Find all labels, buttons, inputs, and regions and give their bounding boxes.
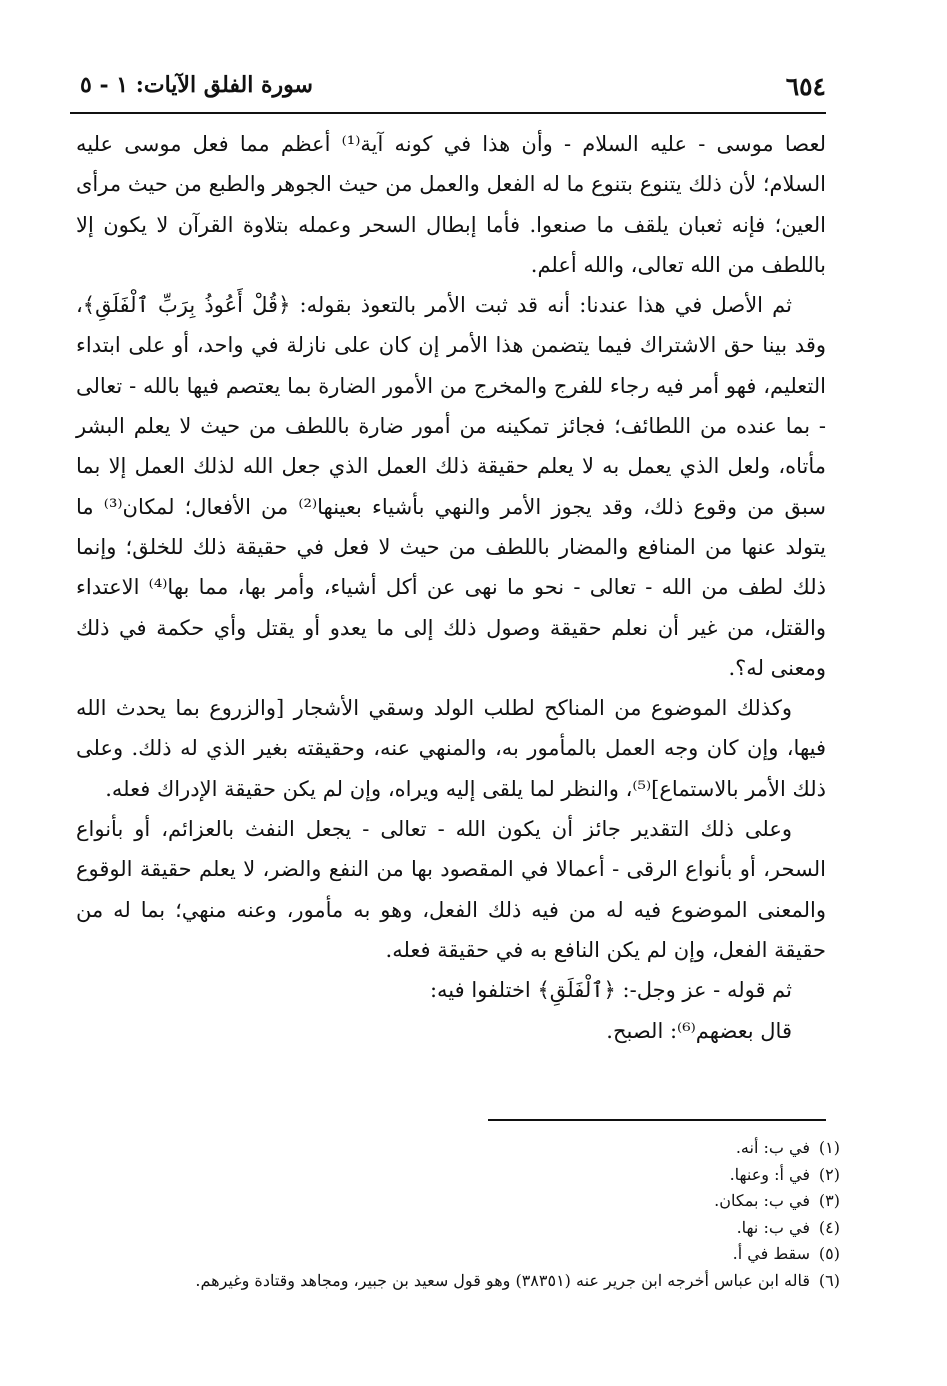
page-number: ٦٥٤ — [785, 72, 826, 101]
header-rule — [70, 112, 826, 114]
footnote — [60, 1162, 840, 1189]
footnote-text: في ب: نها. — [736, 1217, 810, 1237]
footnote — [60, 1215, 840, 1242]
footnote-number: (٥) — [818, 1244, 840, 1264]
footnote-text: في أ: وعنها. — [729, 1164, 810, 1184]
main-text — [76, 124, 826, 1051]
page-header — [70, 70, 826, 106]
footnotes — [60, 1135, 840, 1295]
footnote-number: (٣) — [818, 1191, 840, 1211]
footnote — [60, 1241, 840, 1268]
footnote-number: (٦) — [818, 1270, 840, 1290]
paragraph: وعلى ذلك التقدير جائز أن يكون الله - تعالى - يجعل النفث بالعزائم، أو بأنواع السحر، أو بأنواع الرقى - أعمالا في المقصود بها من النفع والضر، لا يعلم حقيقة الوقوع والمعنى الموضوع فيه له من فيه ذلك الفعل، وهو به مأمور، وعنه منهي؛ بما له من حقيقة الفعل، وإن لم يكن النافع به في حقيقة فعله. — [76, 817, 826, 962]
running-title: سورة الفلق الآيات: ١ - ٥ — [80, 72, 313, 98]
paragraph: وكذلك الموضوع من المناكح لطلب الولد وسقي الأشجار [والزروع بما يحدث الله فيها، وإن كان وجه العمل بالمأمور به، والمنهي عنه، وحقيقته بغير الذي له ذلك. وعلى ذلك الأمر بالاستماع]⁽⁵⁾، والنظر لما يلقى إليه ويراه، وإن لم يكن حقيقة الإدراك فعله. — [76, 696, 826, 801]
footnote-text: في ب: بمكان. — [714, 1191, 810, 1211]
footnote-text: في ب: أنه. — [735, 1138, 810, 1157]
footnote-number: (٤) — [818, 1217, 840, 1237]
footnote-number: (١) — [818, 1138, 840, 1157]
footnote — [60, 1188, 840, 1215]
footnote-text: سقط في أ. — [732, 1244, 810, 1264]
footnote-number: (٢) — [818, 1164, 840, 1184]
paragraph: لعصا موسى - عليه السلام - وأن هذا في كونه آية⁽¹⁾ أعظم مما فعل موسى عليه السلام؛ لأن ذلك يتنوع بتنوع ما له الفعل والعمل من حيث الجوهر والطبع من حيث مرأى العين؛ فإنه ثعبان يلقف ما صنعوا. فأما إبطال السحر وعمله بتلاوة القرآن لا يكون إلا باللطف من الله تعالى، والله أعلم. — [76, 132, 826, 277]
footnote-text: قاله ابن عباس أخرجه ابن جرير عنه (٣٨٣٥١) وهو قول سعيد بن جبير، ومجاهد وقتادة وغيرهم. — [195, 1270, 810, 1290]
footnote-rule — [488, 1119, 826, 1121]
paragraph: ثم قوله - عز وجل-: ﴿ٱلْفَلَقِ﴾ اختلفوا فيه: — [429, 978, 792, 1003]
paragraph: ثم الأصل في هذا عندنا: أنه قد ثبت الأمر بالتعوذ بقوله: ﴿قُلْ أَعُوذُ بِرَبِّ ٱلْفَلَقِ﴾، وقد بينا حق الاشتراك فيما يتضمن هذا الأمر إن كان على نازلة في واحد، أو على ابتداء التعليم، فهو أمر فيه رجاء للفرج والمخرج من الأمور الضارة بما يعتصم فيها بالله - تعالى - بما عنده من اللطائف؛ فجائز تمكينه من أمور ضارة باللطف من حيث لا يعلم البشر مأتاه، ولعل الذي يعمل به لا يعلم حقيقة ذلك العمل الذي جعل الله لذلك العمل إلا بما سبق من وقوع ذلك، وقد يجوز الأمر والنهي بأشياء بعينها⁽²⁾ من الأفعال؛ لمكان⁽³⁾ ما يتولد عنها من المنافع والمضار باللطف من حيث لا فعل في حقيقة ذلك للخلق؛ وإنما ذلك لطف من الله - تعالى - نحو ما نهى عن أكل أشياء، وأمر بها، مما بها⁽⁴⁾ الاعتداء والقتل، من غير أن نعلم حقيقة وصول ذلك إلى ما يعدو أو يقتل وأي حكمة في ذلك ومعنى له؟. — [76, 293, 826, 680]
footnote — [60, 1135, 840, 1162]
paragraph: قال بعضهم⁽⁶⁾: الصبح. — [606, 1018, 792, 1043]
footnote — [60, 1268, 840, 1295]
